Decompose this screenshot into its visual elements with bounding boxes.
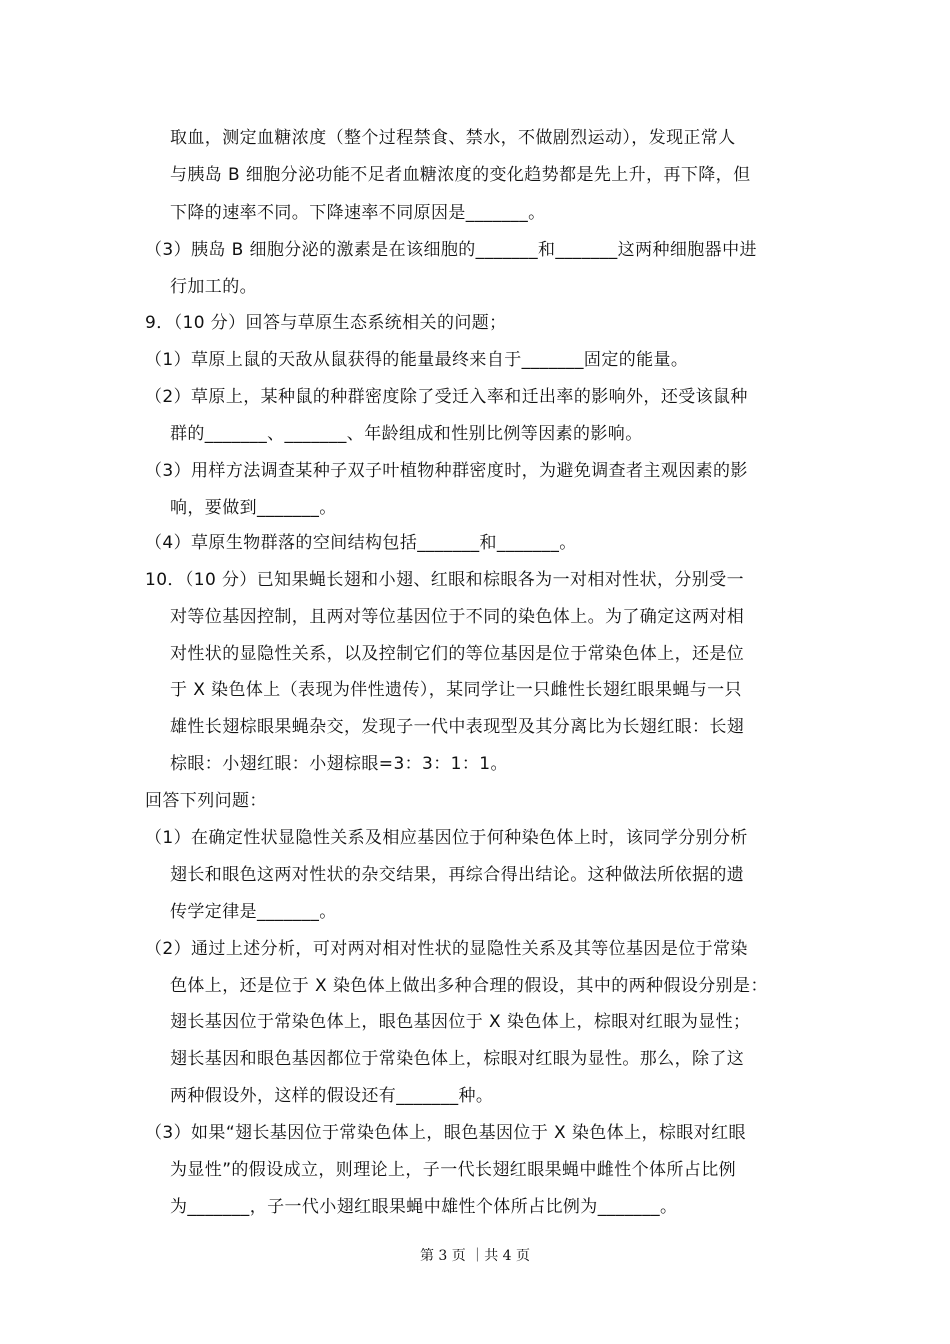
text-line: 对性状的显隐性关系，以及控制它们的等位基因是位于常染色体上，还是位 bbox=[170, 644, 745, 664]
text-line: （2）通过上述分析，可对两对相对性状的显隐性关系及其等位基因是位于常染 bbox=[145, 939, 748, 959]
page-footer: 第 3 页 ｜共 4 页 bbox=[419, 1248, 531, 1264]
text-line: 取血，测定血糖浓度（整个过程禁食、禁水，不做剧烈运动），发现正常人 bbox=[170, 128, 736, 148]
text-line: 翅长基因和眼色基因都位于常染色体上，棕眼对红眼为显性。那么，除了这 bbox=[170, 1049, 745, 1069]
text-line: 为_______，子一代小翅红眼果蝇中雄性个体所占比例为_______。 bbox=[170, 1197, 678, 1217]
question-9-heading: 9．（10 分）回答与草原生态系统相关的问题； bbox=[145, 313, 507, 333]
text-line: 响，要做到_______。 bbox=[170, 498, 337, 518]
text-line: （2）草原上，某种鼠的种群密度除了受迁入率和迁出率的影响外，还受该鼠种 bbox=[145, 387, 748, 407]
text-line: 翅长和眼色这两对性状的杂交结果，再综合得出结论。这种做法所依据的遗 bbox=[170, 865, 745, 885]
text-line: 与胰岛 B 细胞分泌功能不足者血糖浓度的变化趋势都是先上升，再下降，但 bbox=[170, 165, 751, 185]
text-line: （1）在确定性状显隐性关系及相应基因位于何种染色体上时，该同学分别分析 bbox=[145, 828, 748, 848]
text-line: 为显性”的假设成立，则理论上，子一代长翅红眼果蝇中雌性个体所占比例 bbox=[170, 1160, 737, 1180]
text-line: 雄性长翅棕眼果蝇杂交，发现子一代中表现型及其分离比为长翅红眼：长翅 bbox=[170, 717, 745, 737]
text-line: （4）草原生物群落的空间结构包括_______和_______。 bbox=[145, 533, 577, 553]
question-10-heading: 10．（10 分）已知果蝇长翅和小翅、红眼和棕眼各为一对相对性状，分别受一 bbox=[145, 570, 744, 590]
text-line: 色体上，还是位于 X 染色体上做出多种合理的假设，其中的两种假设分别是： bbox=[170, 976, 768, 996]
text-line: 对等位基因控制，且两对等位基因位于不同的染色体上。为了确定这两对相 bbox=[170, 607, 745, 627]
text-line: 两种假设外，这样的假设还有_______种。 bbox=[170, 1086, 494, 1106]
text-line: 传学定律是_______。 bbox=[170, 902, 337, 922]
text-line: 棕眼：小翅红眼：小翅棕眼=3：3：1：1。 bbox=[170, 754, 508, 774]
text-line: （3）如果“翅长基因位于常染色体上，眼色基因位于 X 染色体上，棕眼对红眼 bbox=[145, 1123, 746, 1143]
text-line: 行加工的。 bbox=[170, 277, 257, 297]
text-line: 于 X 染色体上（表现为伴性遗传），某同学让一只雌性长翅红眼果蝇与一只 bbox=[170, 680, 742, 700]
text-line: 群的_______、_______、年龄组成和性别比例等因素的影响。 bbox=[170, 424, 643, 444]
text-line: （3）胰岛 B 细胞分泌的激素是在该细胞的_______和_______这两种细胞器中进 bbox=[145, 240, 757, 260]
text-line: 回答下列问题： bbox=[145, 791, 267, 811]
text-line: （3）用样方法调查某种子双子叶植物种群密度时，为避免调查者主观因素的影 bbox=[145, 461, 748, 481]
text-line: （1）草原上鼠的天敌从鼠获得的能量最终来自于_______固定的能量。 bbox=[145, 350, 689, 370]
text-line: 翅长基因位于常染色体上，眼色基因位于 X 染色体上，棕眼对红眼为显性； bbox=[170, 1012, 751, 1032]
text-line: 下降的速率不同。下降速率不同原因是_______。 bbox=[170, 203, 546, 223]
